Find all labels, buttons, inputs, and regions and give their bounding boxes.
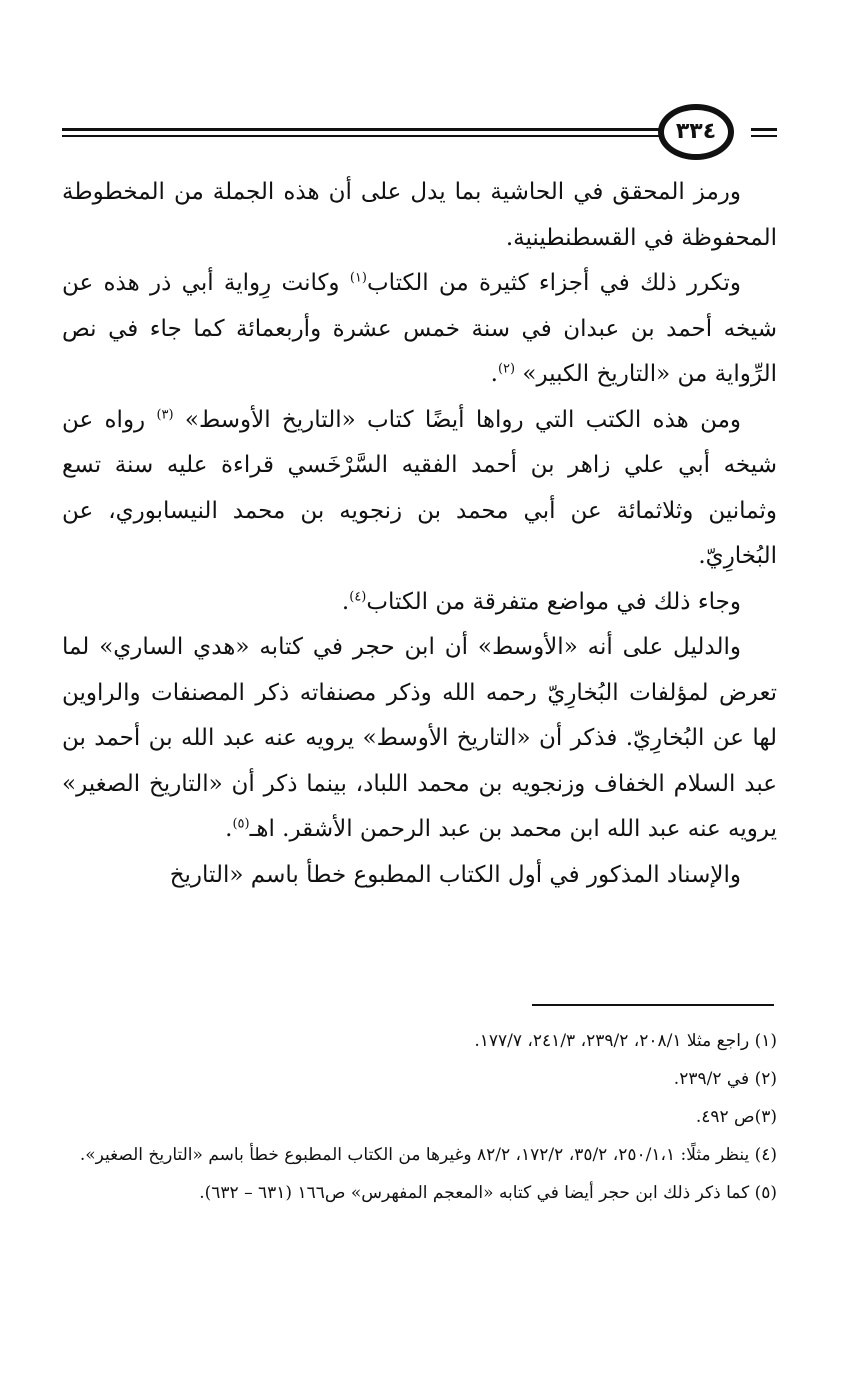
- paragraph-text: رواه عن شيخه أبي علي زاهر بن أحمد الفقيه السَّرْخَسي قراءة عليه سنة تسع وثمانين وثلاثمائة عن أبي محمد بن زنجويه بن محمد النيسابوري، عن البُخارِيّ.: [62, 406, 777, 569]
- paragraph-text: وكانت رِواية أبي ذر هذه عن شيخه أحمد بن عبدان في سنة خمس عشرة وأربعمائة كما جاء في نص الرِّواية من «التاريخ الكبير»: [62, 270, 777, 387]
- paragraph-p3: [62, 398, 777, 580]
- footnote-fn1: (١) راجع مثلا ٢٠٨/١، ٢٣٩/٢، ٢٤١/٣، ١٧٧/٧.: [474, 1031, 777, 1051]
- page-number-badge: [658, 104, 734, 160]
- header-rule-thick: [62, 128, 690, 131]
- paragraph-text: ورمز المحقق في الحاشية بما يدل على أن هذه الجملة من المخطوطة المحفوظة في القسطنطينية.: [62, 179, 777, 251]
- paragraph-text: وجاء ذلك في مواضع متفرقة من الكتاب: [366, 588, 741, 615]
- paragraph-p6: [62, 853, 777, 899]
- paragraph-p5: [62, 625, 777, 853]
- footnote-marker: (١): [349, 270, 367, 286]
- paragraph-text: .: [490, 361, 498, 387]
- footnotes: [62, 1022, 777, 1212]
- header-rule-thin: [62, 135, 690, 137]
- page-number: ٣٣٤: [675, 119, 717, 144]
- header-rule-right-thick: [751, 128, 777, 131]
- footnote-marker: (٥): [232, 816, 250, 832]
- paragraph-text: وتكرر ذلك في أجزاء كثيرة من الكتاب: [366, 270, 741, 296]
- footnote-fn2: (٢) في ٢٣٩/٢.: [673, 1069, 777, 1089]
- paragraph-text: ومن هذه الكتب التي رواها أيضًا كتاب «التاريخ الأوسط»: [173, 406, 742, 433]
- header-rule-right-thin: [751, 135, 777, 137]
- footnote-marker: (٣): [156, 406, 174, 422]
- paragraph-p2: [62, 261, 777, 398]
- footnote-marker: (٤): [349, 588, 367, 604]
- footnote-fn3: (٣)ص ٤٩٢.: [695, 1107, 777, 1127]
- footnote-separator: [532, 1004, 774, 1006]
- paragraph-p4: [62, 580, 777, 626]
- paragraph-text: .: [341, 588, 350, 615]
- paragraph-text: .: [225, 816, 233, 842]
- main-text: [62, 170, 777, 898]
- footnote-marker: (٢): [497, 361, 516, 377]
- footnote-fn5: (٥) كما ذكر ذلك ابن حجر أيضا في كتابه «المعجم المفهرس» ص١٦٦ (٦٣١ – ٦٣٢).: [199, 1183, 777, 1203]
- paragraph-p1: [62, 170, 777, 261]
- paragraph-text: والدليل على أنه «الأوسط» أن ابن حجر في كتابه «هدي الساري» لما تعرض لمؤلفات البُخارِيّ رحمه الله وذكر مصنفاته ذكر المصنفات والراوين لها عن البُخارِيّ. فذكر أن «التاريخ الأوسط» يرويه عنه عبد الله بن أحمد بن عبد السلام الخفاف وزنجويه بن محمد اللباد، بينما ذكر أن «التاريخ الصغير» يرويه عنه عبد الله ابن محمد بن عبد الرحمن الأشقر. اهـ: [62, 634, 777, 842]
- footnote-fn4: (٤) ينظر مثلًا: ٢٥٠/١،١، ٣٥/٢، ١٧٢/٢، ٨٢/٢ وغيرها من الكتاب المطبوع خطأ باسم «التاريخ الصغير».: [79, 1145, 777, 1165]
- paragraph-text: والإسناد المذكور في أول الكتاب المطبوع خطأ باسم «التاريخ: [169, 861, 741, 888]
